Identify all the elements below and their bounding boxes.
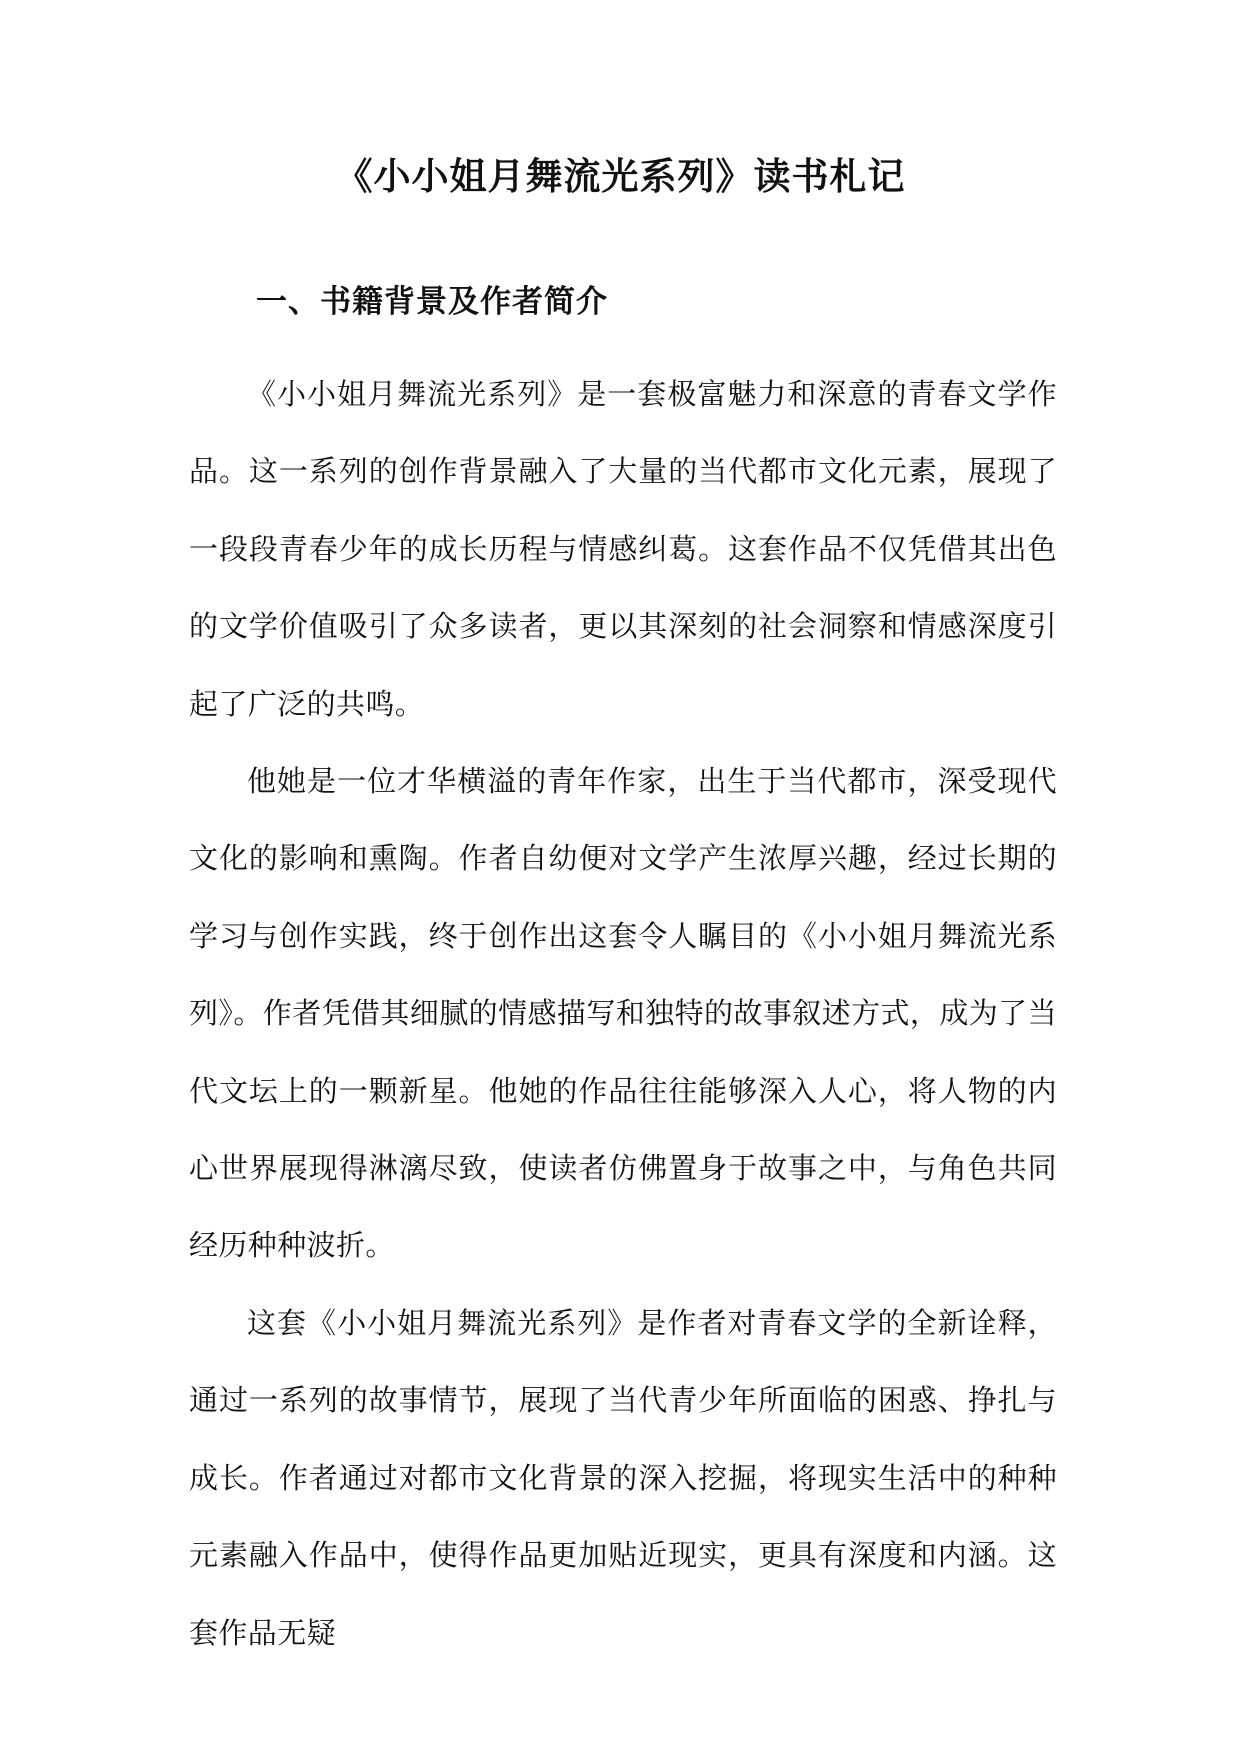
paragraph: 这套《小小姐月舞流光系列》是作者对青春文学的全新诠释，通过一系列的故事情节，展现了当代青少年所面临的困惑、挣扎与成长。作者通过对都市文化背景的深入挖掘，将现实生活中的种种元素融入作品中，使得作品更加贴近现实，更具有深度和内涵。这套作品无疑: [189, 1305, 1057, 1650]
paragraph: 《小小姐月舞流光系列》是一套极富魅力和深意的青春文学作品。这一系列的创作背景融入了大量的当代都市文化元素，展现了一段段青春少年的成长历程与情感纠葛。这套作品不仅凭借其出色的文学价值吸引了众多读者，更以其深刻的社会洞察和情感深度引起了广泛的共鸣。: [189, 377, 1057, 721]
section-body: [189, 356, 1057, 1672]
paragraph: 他她是一位才华横溢的青年作家，出生于当代都市，深受现代文化的影响和熏陶。作者自幼便对文学产生浓厚兴趣，经过长期的学习与创作实践，终于创作出这套令人瞩目的《小小姐月舞流光系列》。作者凭借其细腻的情感描写和独特的故事叙述方式，成为了当代文坛上的一颗新星。他她的作品往往能够深入人心，将人物的内心世界展现得淋漓尽致，使读者仿佛置身于故事之中，与角色共同经历种种波折。: [189, 764, 1057, 1263]
section-heading: 一、书籍背景及作者简介: [256, 284, 608, 320]
document-title: 《小小姐月舞流光系列》读书札记: [335, 154, 906, 198]
